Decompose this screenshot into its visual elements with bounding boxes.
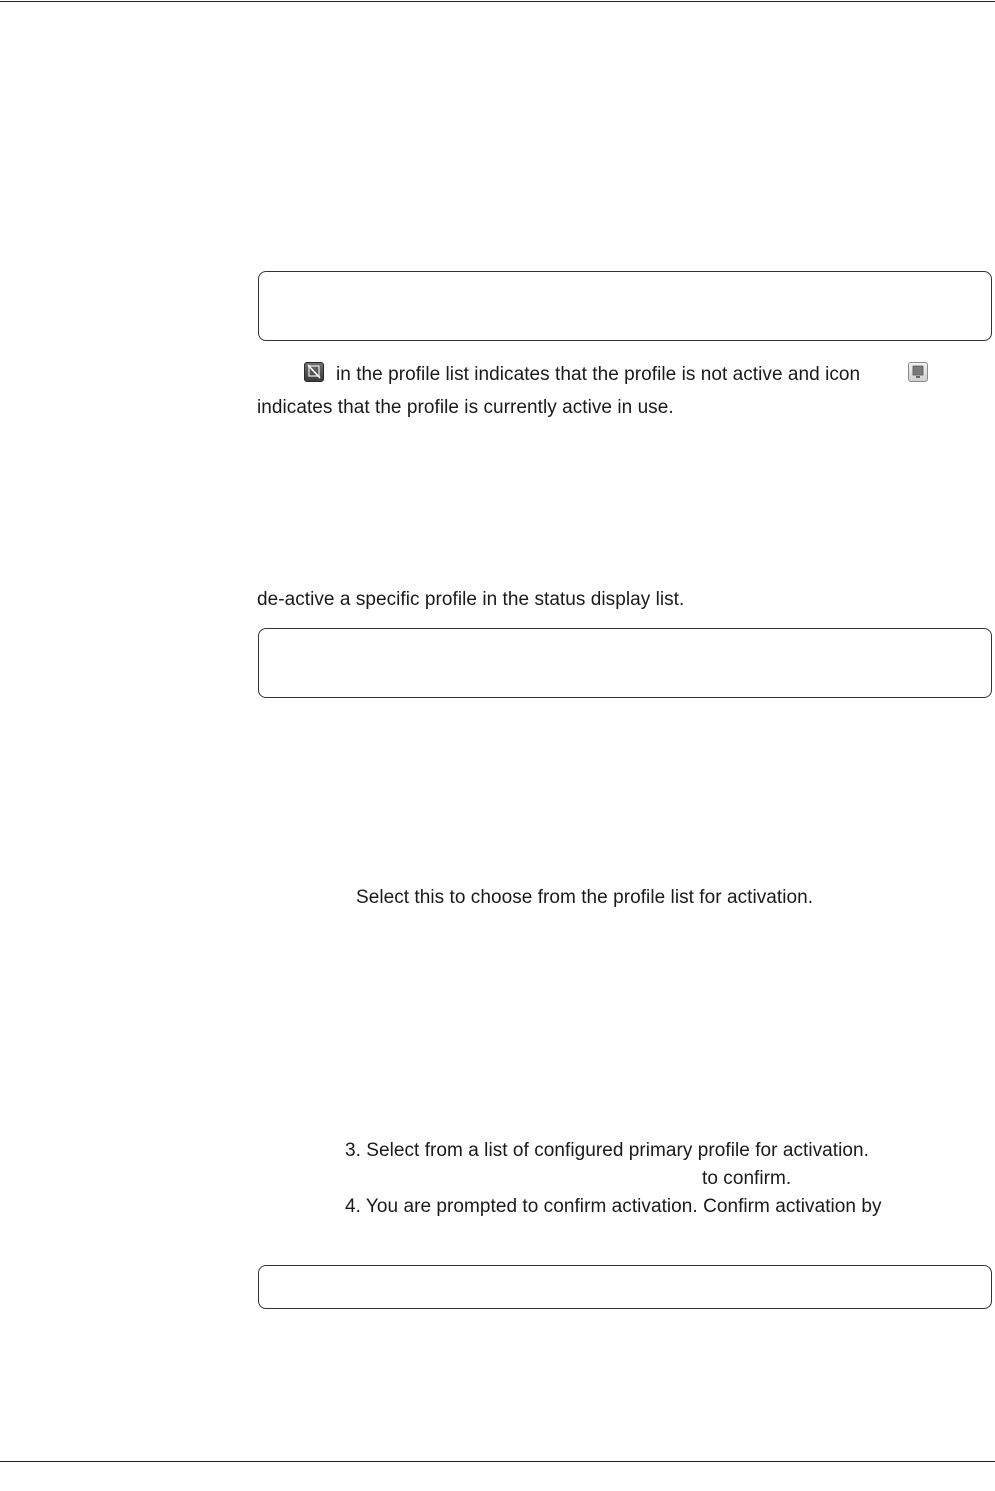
deactive-description: de-active a specific profile in the status display list. xyxy=(257,589,685,610)
header-rule xyxy=(0,1,995,2)
note-box-1 xyxy=(258,271,992,341)
note-box-3 xyxy=(258,1265,992,1309)
icon-description-line-2: indicates that the profile is currently active in use. xyxy=(257,397,674,418)
profile-active-icon xyxy=(908,362,928,382)
note-box-2 xyxy=(258,628,992,698)
step-3: 3. Select from a list of configured primary profile for activation. xyxy=(345,1140,869,1161)
footer-rule xyxy=(0,1461,995,1462)
select-description: Select this to choose from the profile list for activation. xyxy=(356,887,814,908)
icon-description-line-1: in the profile list indicates that the profile is not active and icon xyxy=(336,364,861,385)
step-3-continuation: to confirm. xyxy=(702,1168,792,1189)
step-4: 4. You are prompted to confirm activation. Confirm activation by xyxy=(345,1196,882,1217)
profile-inactive-icon xyxy=(304,362,324,382)
